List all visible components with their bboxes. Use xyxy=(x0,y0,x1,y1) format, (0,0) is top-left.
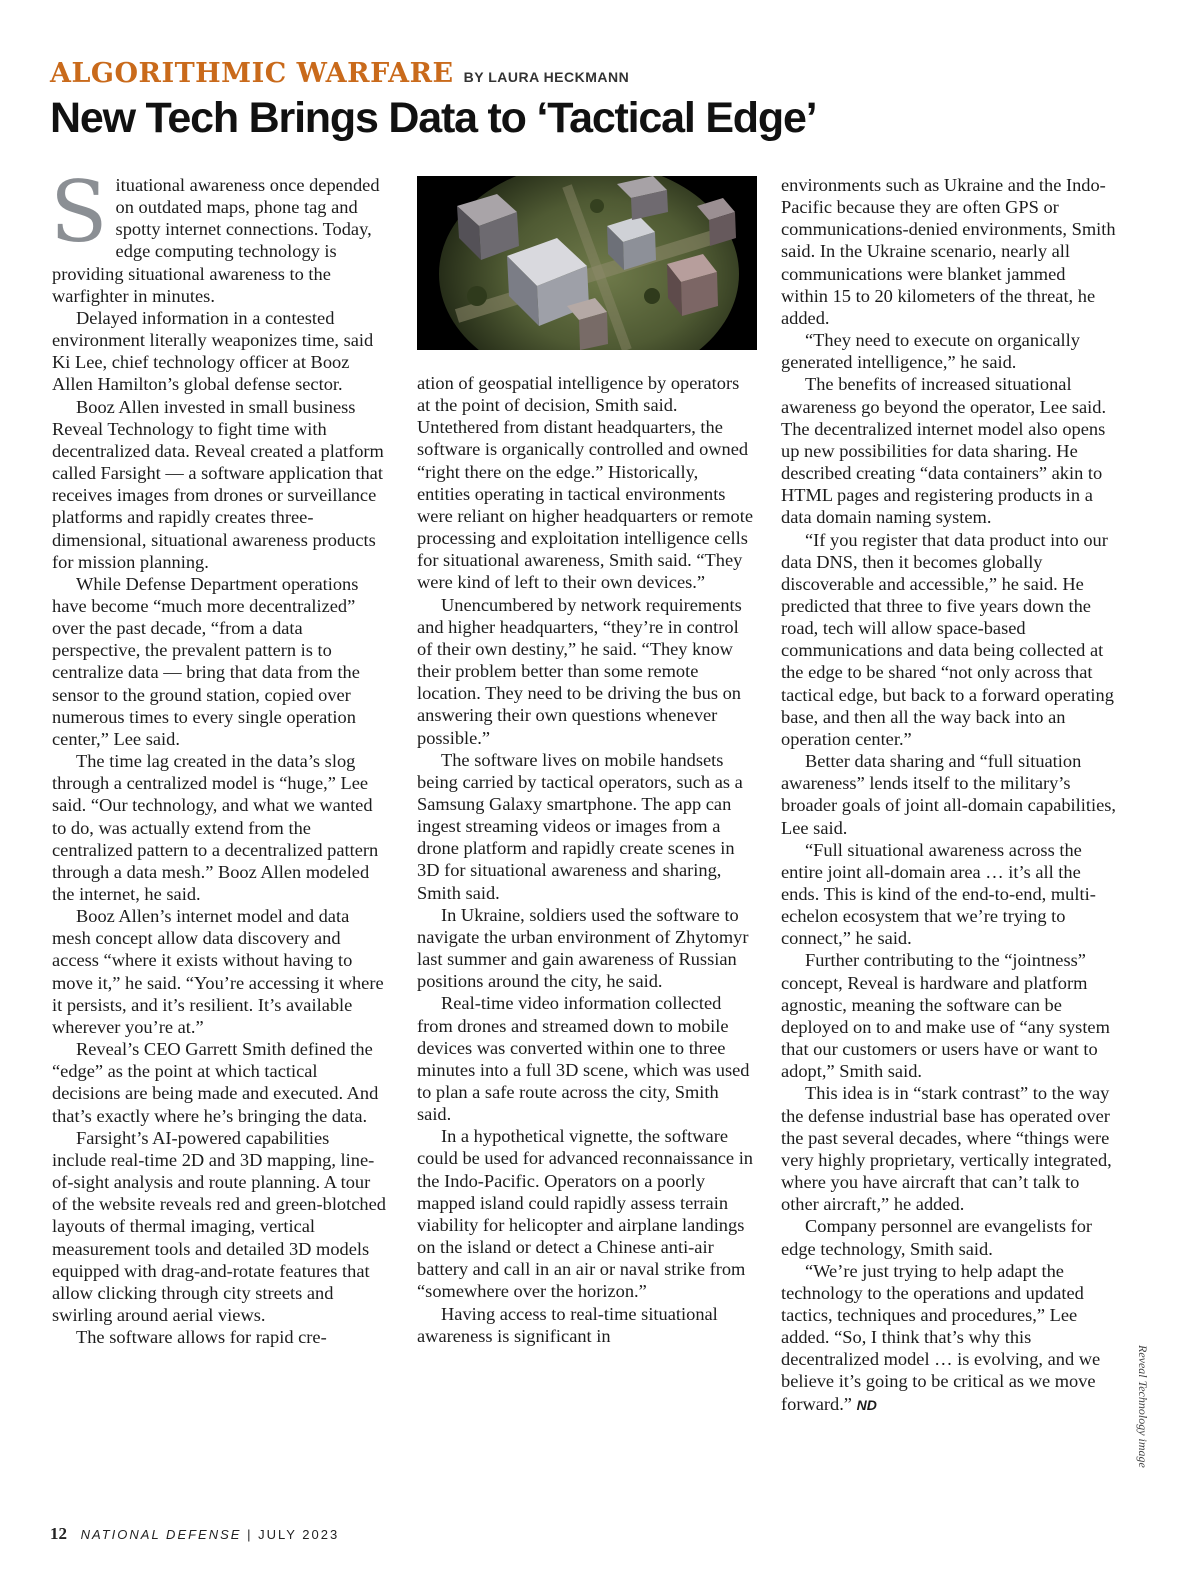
paragraph: Having access to real-time situational awareness is significant in xyxy=(417,1303,718,1346)
paragraph: The benefits of increased situational awareness go beyond the operator, Lee said. The decentralized internet model also opens up new possibilities for data sharing. He described creating “data containers” akin to HTML pages and registering products in a data domain naming system. xyxy=(781,374,1107,528)
paragraph: ation of geospatial intelligence by operators at the point of decision, Smith said. Untethered from distant headquarters, the software is organically controlled and owned “right there on the edge.” Historically, entities operating in tactical environments were reliant on higher headquarters or remote processing and exploitation intelligence cells for situational awareness, Smith said. “They were kind of left to their own devices.” xyxy=(417,373,753,593)
article-column-3 xyxy=(781,174,1117,1416)
paragraph: Delayed information in a contested environment literally weaponizes time, said Ki Lee, chief technology officer at Booz Allen Hamilton’s global defense sector. xyxy=(52,307,374,395)
paragraph: Booz Allen invested in small business Reveal Technology to fight time with decentralized data. Reveal created a platform called Farsight — a software application that receives images from drones or surveillance platforms and rapidly creates three-dimensional, situational awareness products for mission planning. xyxy=(52,396,384,572)
paragraph: Further contributing to the “jointness” concept, Reveal is hardware and platform agnostic, meaning the software can be deployed on to and make use of “any system that our customers or users have or want to adopt,” Smith said. xyxy=(781,950,1110,1082)
paragraph: environments such as Ukraine and the Indo-Pacific because they are often GPS or communications-denied environments, Smith said. In the Ukraine scenario, nearly all communications were blanket jammed within 15 to 20 kilometers of the threat, he added. xyxy=(781,175,1116,328)
paragraph: Booz Allen’s internet model and data mesh concept allow data discovery and access “where it exists without having to move it,” he said. “You’re accessing it where it persists, and it’s resilient. It’s available wherever you’re at.” xyxy=(52,906,384,1037)
article-column-2 xyxy=(417,174,753,1347)
paragraph: While Defense Department operations have become “much more decentralized” over the past decade, “from a data perspective, the prevalent pattern is to centralize data — bring that data from the sensor to the ground station, copied over numerous times to every single operation center,” Lee said. xyxy=(52,573,360,749)
paragraph: “Full situational awareness across the entire joint all-domain area … it’s all the ends. This is kind of the end-to-end, multi-echelon ecosystem that we’re trying to connect,” he said. xyxy=(781,839,1096,949)
paragraph: Company personnel are evangelists for edge technology, Smith said. xyxy=(781,1216,1093,1259)
aerial-3d-city-image xyxy=(417,176,757,350)
paragraph: Reveal’s CEO Garrett Smith defined the “edge” as the point at which tactical decisions are being made and executed. And that’s exactly where he’s bringing the data. xyxy=(52,1039,379,1126)
paragraph: Better data sharing and “full situation awareness” lends itself to the military’s broader goals of joint all-domain capabilities, Lee said. xyxy=(781,751,1117,838)
paragraph: Situational awareness once depended on outdated maps, phone tag and spotty internet connections. Today, edge computing technology is providing situational awareness to the warfighter in minutes. xyxy=(50,163,380,306)
photo-credit: Reveal Technology image xyxy=(1136,1345,1150,1468)
article-title: New Tech Brings Data to ‘Tactical Edge’ xyxy=(50,94,817,142)
paragraph: “We’re just trying to help adapt the technology to the operations and updated tactics, techniques and procedures,” Lee added. “So, I think that’s why this decentralized model … is evolving, and we believe it’s going to be critical as we move forward.” ND xyxy=(781,1260,1101,1414)
paragraph: “If you register that data product into our data DNS, then it becomes globally discoverable and accessible,” he said. He predicted that three to five years down the road, tech will allow space-based communications and data being collected at the edge to be shared “not only across that tactical edge, but back to a forward operating base, and then all the way back into an operation center.” xyxy=(781,529,1114,749)
kicker-row xyxy=(50,58,629,89)
publication-name: NATIONAL DEFENSE xyxy=(80,1527,242,1542)
paragraph: Unencumbered by network requirements and higher headquarters, “they’re in control of their own destiny,” he said. “They know their problem better than some remote location. They need to be driving the bus on answering their own questions whenever possible.” xyxy=(417,594,742,748)
paragraph: This idea is in “stark contrast” to the way the defense industrial base has operated over the past several decades, where “things were very highly proprietary, vertically integrated, where you have aircraft that can’t talk to other aircraft,” he added. xyxy=(781,1083,1112,1215)
paragraph: In a hypothetical vignette, the software could be used for advanced reconnaissance in the Indo-Pacific. Operators on a poorly mapped island could rapidly assess terrain viability for helicopter and airplane landings on the island or detect a Chinese anti-air battery and call in an air or naval strike from “somewhere over the horizon.” xyxy=(417,1126,753,1302)
article-column-1 xyxy=(50,163,388,1348)
paragraph: In Ukraine, soldiers used the software to navigate the urban environment of Zhytomyr last summer and gain awareness of Russian positions around the city, he said. xyxy=(417,904,749,992)
end-mark: ND xyxy=(856,1396,877,1413)
aerial-3d-city-illustration xyxy=(417,176,757,350)
paragraph: Farsight’s AI-powered capabilities include real-time 2D and 3D mapping, line-of-sight analysis and route planning. A tour of the website reveals red and green-blotched layouts of thermal imaging, vertical measurement tools and detailed 3D models equipped with drag-and-rotate features that allow clicking through city streets and swirling around aerial views. xyxy=(52,1127,386,1325)
section-kicker: ALGORITHMIC WARFARE xyxy=(50,58,454,89)
byline: BY LAURA HECKMANN xyxy=(463,69,630,85)
paragraph: The time lag created in the data’s slog through a centralized model is “huge,” Lee said. “Our technology, and what we wanted to do, was actually extend from the centralized pattern to a decentralized pattern through a data mesh.” Booz Allen modeled the internet, he said. xyxy=(52,751,379,904)
page-number: 12 xyxy=(50,1524,67,1543)
paragraph: The software lives on mobile handsets being carried by tactical operators, such as a Samsung Galaxy smartphone. The app can ingest streaming videos or images from a drone platform and rapidly create scenes in 3D for situational awareness and sharing, Smith said. xyxy=(417,749,743,903)
footer-separator: | xyxy=(247,1527,253,1542)
drop-cap: S xyxy=(50,163,108,261)
paragraph: The software allows for rapid cre- xyxy=(76,1327,327,1348)
page-footer xyxy=(50,1524,339,1544)
paragraph: “They need to execute on organically generated intelligence,” he said. xyxy=(781,330,1080,373)
issue-date: JULY 2023 xyxy=(258,1527,340,1542)
paragraph: Real-time video information collected from drones and streamed down to mobile devices was converted within one to three minutes into a full 3D scene, which was used to plan a safe route across the city, Smith said. xyxy=(417,993,750,1125)
